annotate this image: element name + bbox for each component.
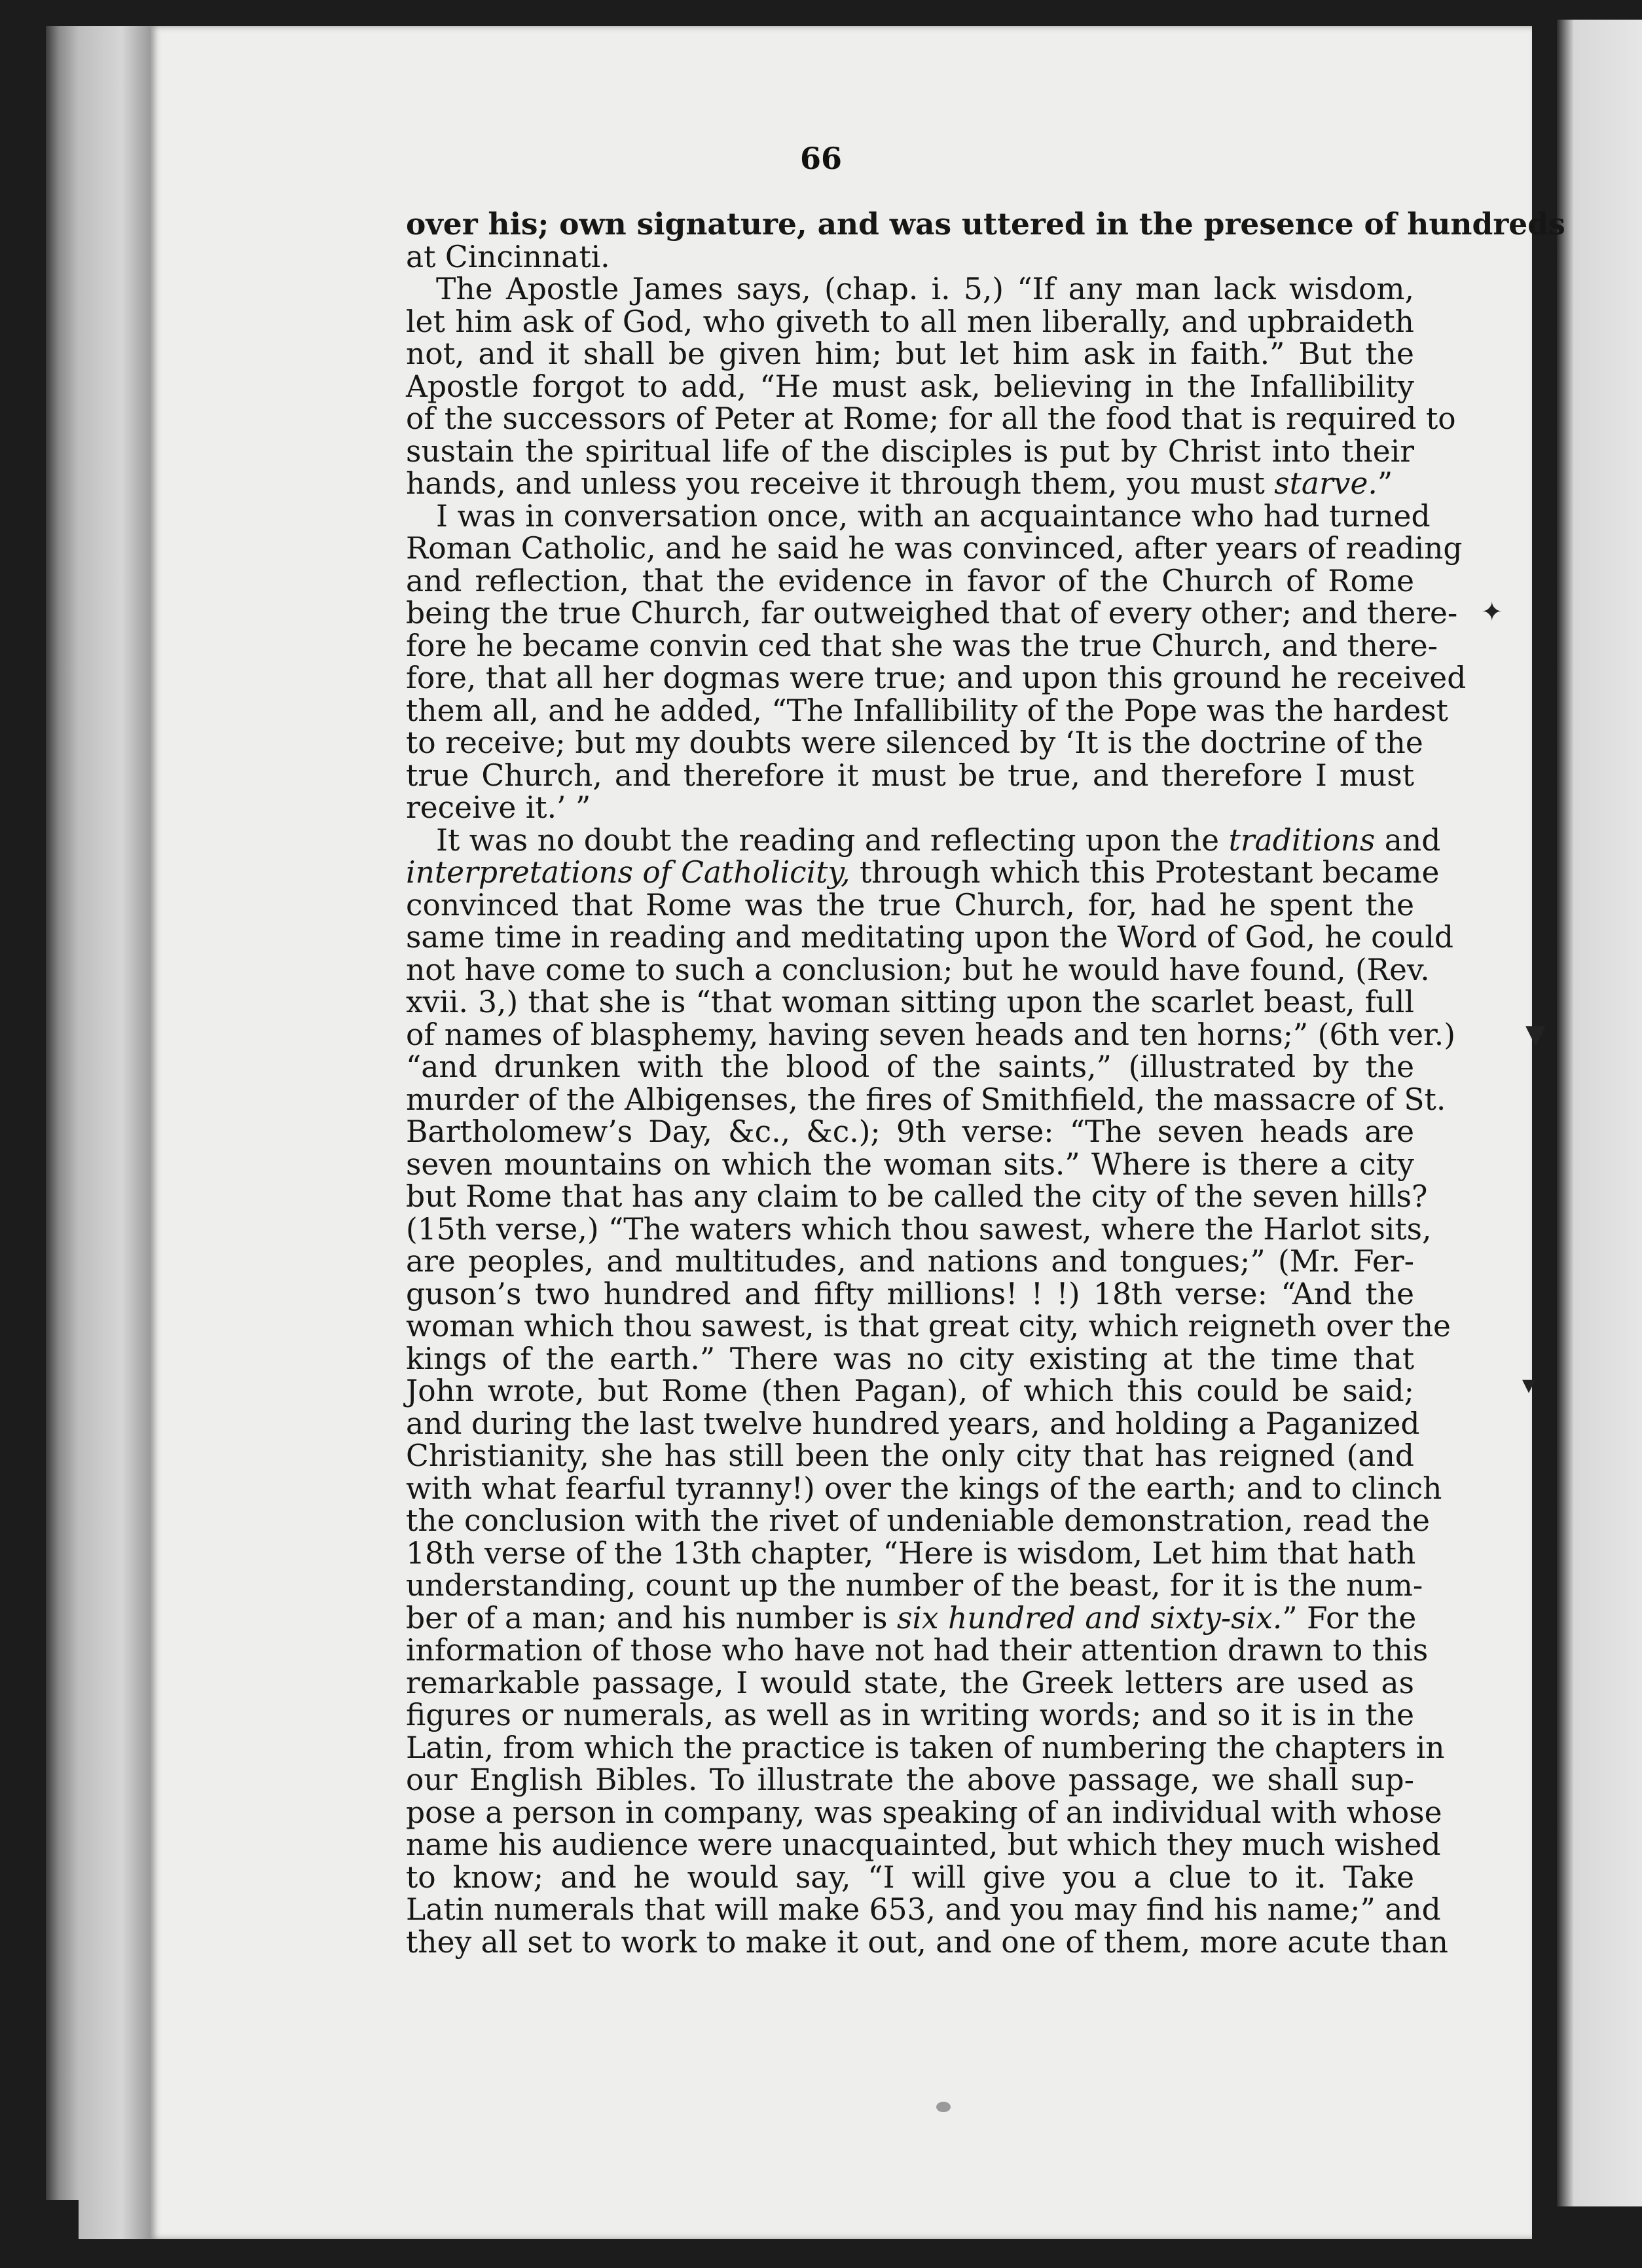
text-run: Latin, from which the practice is taken of numbering the chapters in — [406, 1730, 1445, 1765]
text-line — [406, 1537, 1414, 1570]
text-run: are peoples, and multitudes, and nations and tongues;” (Mr. Fer- — [406, 1244, 1414, 1279]
italic-text: interpretations of Catholicity, — [406, 855, 850, 890]
text-run: them all, and he added, “The Infallibility of the Pope was the hardest — [406, 693, 1448, 728]
text-run: 18th verse of the 13th chapter, “Here is wisdom, Let him that hath — [406, 1535, 1416, 1571]
text-run: (15th verse,) “The waters which thou sawest, where the Harlot sits, — [406, 1211, 1432, 1247]
text-line — [406, 1764, 1414, 1797]
text-run: Christianity, she has still been the only city that has reigned (and — [406, 1438, 1414, 1473]
text-line — [406, 1892, 1441, 1927]
text-run: and reflection, that the evidence in favor of the Church of Rome — [406, 563, 1414, 598]
text-run: woman which thou sawest, is that great city, which reigneth over the — [406, 1309, 1451, 1344]
adjacent-page-edge — [1557, 20, 1642, 2206]
text-line — [406, 435, 1414, 468]
text-line — [406, 1343, 1414, 1376]
text-line — [406, 1503, 1430, 1538]
text-line — [406, 1471, 1442, 1506]
text-line — [406, 1633, 1429, 1668]
text-run: true Church, and therefore it must be true, and therefore I must — [406, 758, 1414, 793]
text-run: Apostle forgot to add, “He must ask, believing in the Infallibility — [406, 369, 1414, 404]
text-line — [406, 1211, 1432, 1247]
italic-text: traditions — [1228, 822, 1376, 858]
text-line — [406, 273, 1414, 306]
italic-text: six hundred and sixty-six. — [897, 1600, 1283, 1636]
text-line — [406, 565, 1414, 598]
text-line — [406, 725, 1423, 760]
text-line — [406, 467, 1414, 500]
text-line — [406, 1148, 1414, 1181]
text-line — [406, 596, 1458, 631]
text-line — [406, 1861, 1414, 1894]
text-run: Latin numerals that will make 653, and you may find his name;” and — [406, 1892, 1441, 1927]
text-run: being the true Church, far outweighed that of every other; and there- — [406, 596, 1458, 631]
text-run: kings of the earth.” There was no city existing at the time that — [406, 1341, 1414, 1376]
text-line — [406, 1600, 1417, 1636]
text-run: ber of a man; and his number is — [406, 1600, 897, 1636]
text-run: our English Bibles. To illustrate the above passage, we shall sup- — [406, 1763, 1414, 1797]
text-run: over his; own signature, and was uttered in the presence of hundreds — [406, 206, 1565, 242]
text-line — [406, 338, 1414, 371]
text-line — [406, 1051, 1414, 1084]
text-run: understanding, count up the number of the beast, for it is the num- — [406, 1568, 1423, 1603]
text-run: with what fearful tyranny!) over the kings of the earth; and to clinch — [406, 1471, 1442, 1506]
text-line — [406, 628, 1438, 663]
text-run: murder of the Albigenses, the fires of Smithfield, the massacre of St. — [406, 1082, 1446, 1117]
text-run: and during the last twelve hundred years, and holding a Paganized — [406, 1406, 1420, 1441]
text-line — [406, 1017, 1456, 1052]
text-line — [406, 1795, 1442, 1830]
text-run: Roman Catholic, and he said he was convinced, after years of reading — [406, 531, 1463, 566]
margin-mark: ▾ — [1522, 1370, 1536, 1400]
text-run: through which this Protestant became — [850, 855, 1440, 890]
page-curl-edge — [79, 26, 151, 2239]
text-line — [406, 206, 1565, 242]
text-run: to receive; but my doubts were silenced by ‘It is the doctrine of the — [406, 725, 1423, 760]
page-number: 66 — [799, 141, 842, 176]
margin-mark: ✦ — [1481, 597, 1503, 627]
text-line — [406, 1082, 1446, 1117]
text-run: hands, and unless you receive it through them, you must — [406, 466, 1275, 501]
text-run: same time in reading and meditating upon the Word of God, he could — [406, 920, 1454, 955]
text-run: ” For the — [1282, 1600, 1417, 1636]
text-run: and — [1375, 822, 1441, 858]
text-run: Bartholomew’s Day, &c., &c.); 9th verse: “The seven heads are — [406, 1114, 1414, 1149]
text-line — [406, 498, 1431, 534]
text-run: not, and it shall be given him; but let him ask in faith.” But the — [406, 337, 1414, 371]
text-run: but Rome that has any claim to be called the city of the seven hills? — [406, 1179, 1428, 1214]
text-line — [406, 822, 1441, 858]
text-run: convinced that Rome was the true Church, for, had he spent the — [406, 887, 1414, 923]
book-spine-edge — [46, 26, 79, 2200]
text-run: It was no doubt the reading and reflecting upon the — [436, 822, 1229, 858]
text-line — [406, 1440, 1414, 1472]
text-line — [406, 1406, 1420, 1441]
text-run: seven mountains on which the woman sits.” Where is there a city — [406, 1146, 1414, 1182]
text-line — [406, 1568, 1423, 1603]
text-run: let him ask of God, who giveth to all men liberally, and upbraideth — [406, 304, 1414, 339]
text-line — [406, 1309, 1451, 1344]
text-line — [406, 661, 1467, 695]
text-run: fore, that all her dogmas were true; and upon this ground he received — [406, 661, 1467, 695]
text-line — [406, 1245, 1414, 1278]
text-run: remarkable passage, I would state, the Greek letters are used as — [406, 1665, 1414, 1700]
text-run: to know; and he would say, “I will give you a clue to it. Take — [406, 1859, 1414, 1895]
text-line — [406, 1375, 1414, 1408]
text-run: of the successors of Peter at Rome; for all the food that is required to — [406, 401, 1456, 436]
text-line — [406, 1924, 1448, 1960]
text-line — [406, 241, 1414, 274]
text-line — [406, 855, 1440, 890]
text-run: name his audience were unacquainted, but which they much wished — [406, 1827, 1441, 1862]
text-run: I was in conversation once, with an acquaintance who had turned — [436, 498, 1431, 534]
text-line — [406, 792, 1414, 824]
text-line — [406, 1667, 1414, 1700]
text-run: John wrote, but Rome (then Pagan), of which this could be said; — [406, 1374, 1414, 1408]
text-line — [406, 1827, 1441, 1862]
text-run: the conclusion with the rivet of undeniable demonstration, read the — [406, 1503, 1430, 1538]
text-line — [406, 306, 1414, 338]
text-line — [406, 1730, 1445, 1765]
margin-mark: ▼ — [1525, 1019, 1546, 1050]
text-line — [406, 759, 1414, 792]
text-line — [406, 1699, 1414, 1732]
text-run: they all set to work to make it out, and one of them, more acute than — [406, 1924, 1448, 1960]
text-run: receive it.’ ” — [406, 790, 591, 825]
text-line — [406, 371, 1414, 403]
text-run: information of those who have not had their attention drawn to this — [406, 1633, 1429, 1668]
italic-text: starve. — [1274, 466, 1377, 501]
text-run: “and drunken with the blood of the saints,” (illustrated by the — [406, 1050, 1414, 1084]
text-line — [406, 531, 1463, 566]
text-run: sustain the spiritual life of the disciples is put by Christ into their — [406, 433, 1414, 469]
text-run: ” — [1377, 466, 1393, 501]
text-run: The Apostle James says, (chap. i. 5,) “If any man lack wisdom, — [436, 272, 1414, 306]
text-line — [406, 920, 1454, 955]
paper-speck — [936, 2102, 951, 2112]
text-run: not have come to such a conclusion; but he would have found, (Rev. — [406, 952, 1430, 987]
text-run: xvii. 3,) that she is “that woman sitting upon the scarlet beast, full — [406, 985, 1414, 1019]
text-run: pose a person in company, was speaking of an individual with whose — [406, 1795, 1442, 1830]
text-line — [406, 952, 1430, 987]
text-line — [406, 401, 1456, 436]
text-line — [406, 1179, 1428, 1214]
body-text — [406, 206, 1565, 1960]
text-run: figures or numerals, as well as in writing words; and so it is in the — [406, 1698, 1414, 1732]
text-line — [406, 986, 1414, 1019]
text-run: of names of blasphemy, having seven heads and ten horns;” (6th ver.) — [406, 1017, 1456, 1052]
text-line — [406, 1116, 1414, 1148]
text-run: fore he became convin ced that she was the true Church, and there- — [406, 628, 1438, 663]
text-run: at Cincinnati. — [406, 239, 610, 274]
text-run: guson’s two hundred and fifty millions! ! !) 18th verse: “And the — [406, 1276, 1414, 1311]
text-line — [406, 889, 1414, 922]
text-line — [406, 693, 1448, 728]
text-line — [406, 1278, 1414, 1311]
